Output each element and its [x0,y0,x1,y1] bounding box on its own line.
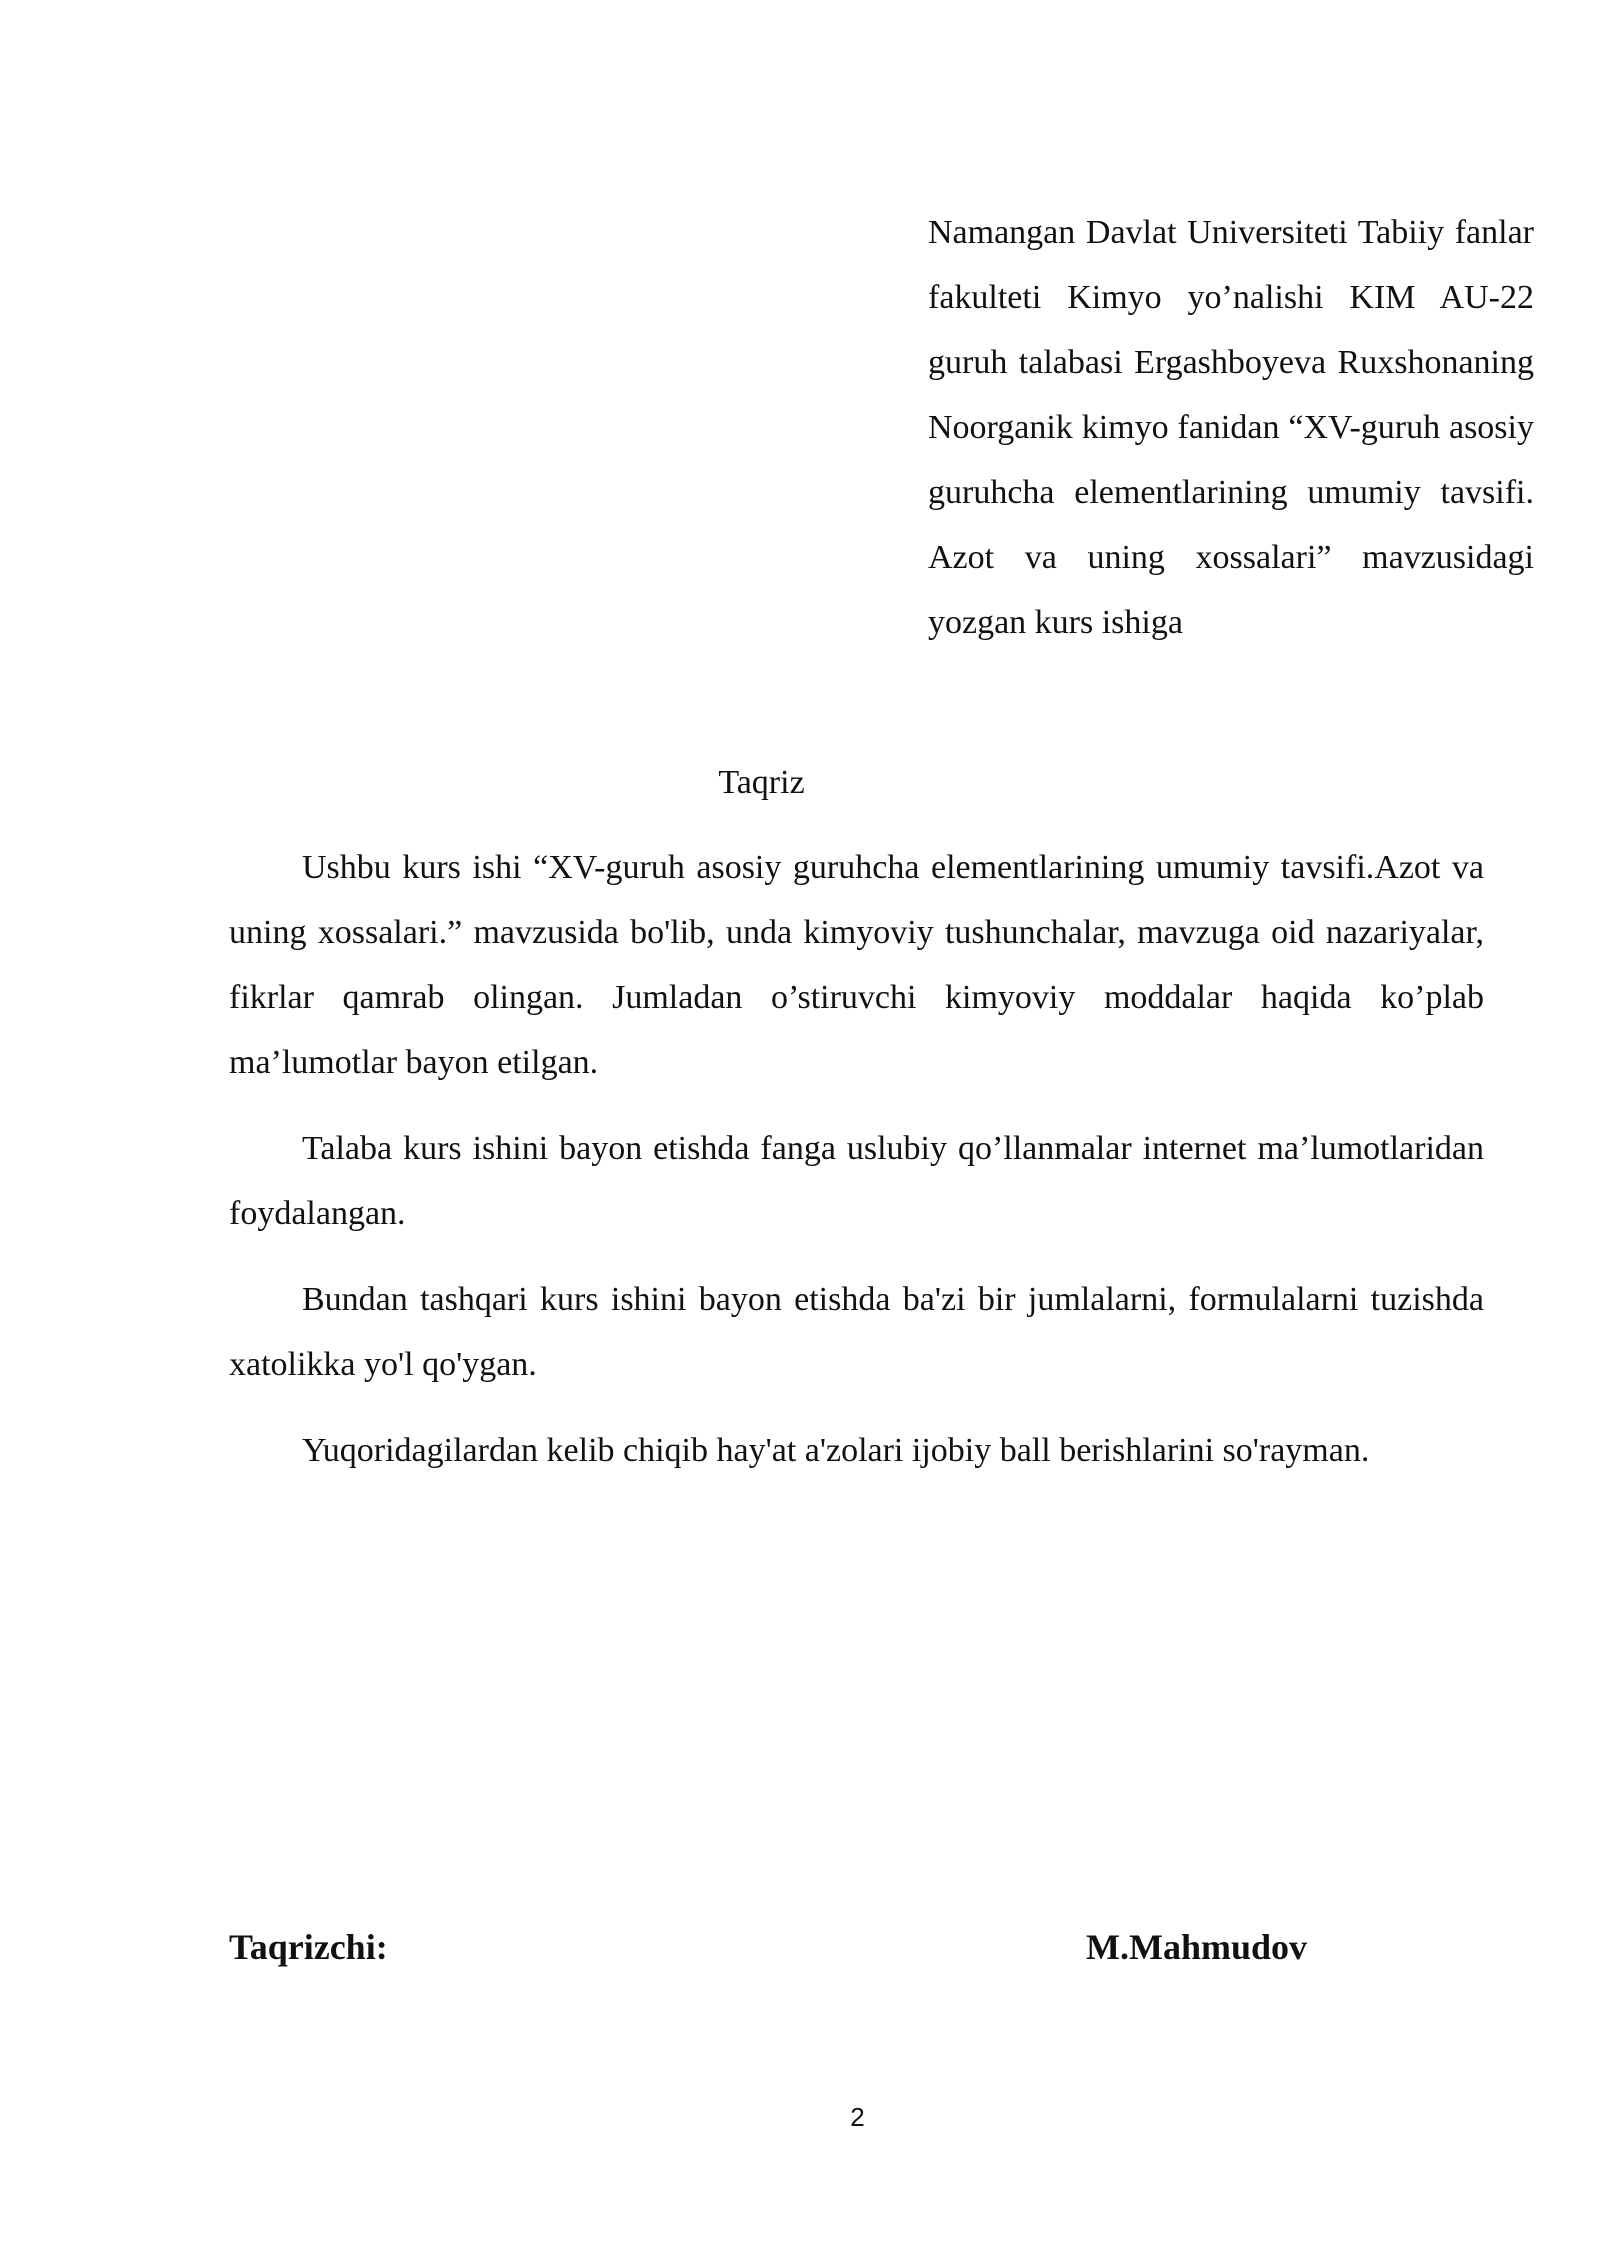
review-body [229,835,1484,1504]
paragraph-3: Bundan tashqari kurs ishini bayon etishda ba'zi bir jumlalarni, formulalarni tuzishda xatolikka yo'l qo'ygan. [229,1281,1484,1383]
document-title: Taqriz [718,764,805,801]
addressee-block: Namangan Davlat Universiteti Tabiiy fanlar fakulteti Kimyo yo’nalishi KIM AU-22 guruh talabasi Ergashboyeva Ruxshonaning Noorganik kimyo fanidan “XV-guruh asosiy guruhcha elementlarining umumiy tavsifi. Azot va uning xossalari” mavzusidagi yozgan kurs ishiga [928,214,1534,641]
paragraph-2: Talaba kurs ishini bayon etishda fanga uslubiy qo’llanmalar internet ma’lumotlaridan foydalangan. [229,1130,1484,1232]
reviewer-label: Taqrizchi: [229,1927,388,1967]
paragraph-4: Yuqoridagilardan kelib chiqib hay'at a'zolari ijobiy ball berishlarini so'rayman. [302,1432,1370,1469]
paragraph-1: Ushbu kurs ishi “XV-guruh asosiy guruhcha elementlarining umumiy tavsifi.Azot va uning xossalari.” mavzusida bo'lib, unda kimyoviy tushunchalar, mavzuga oid nazariyalar, fikrlar qamrab olingan. Jumladan o’stiruvchi kimyoviy moddalar haqida ko’plab ma’lumotlar bayon etilgan. [229,849,1484,1081]
page-number: 2 [850,2102,865,2132]
reviewer-name: M.Mahmudov [1086,1927,1308,1967]
